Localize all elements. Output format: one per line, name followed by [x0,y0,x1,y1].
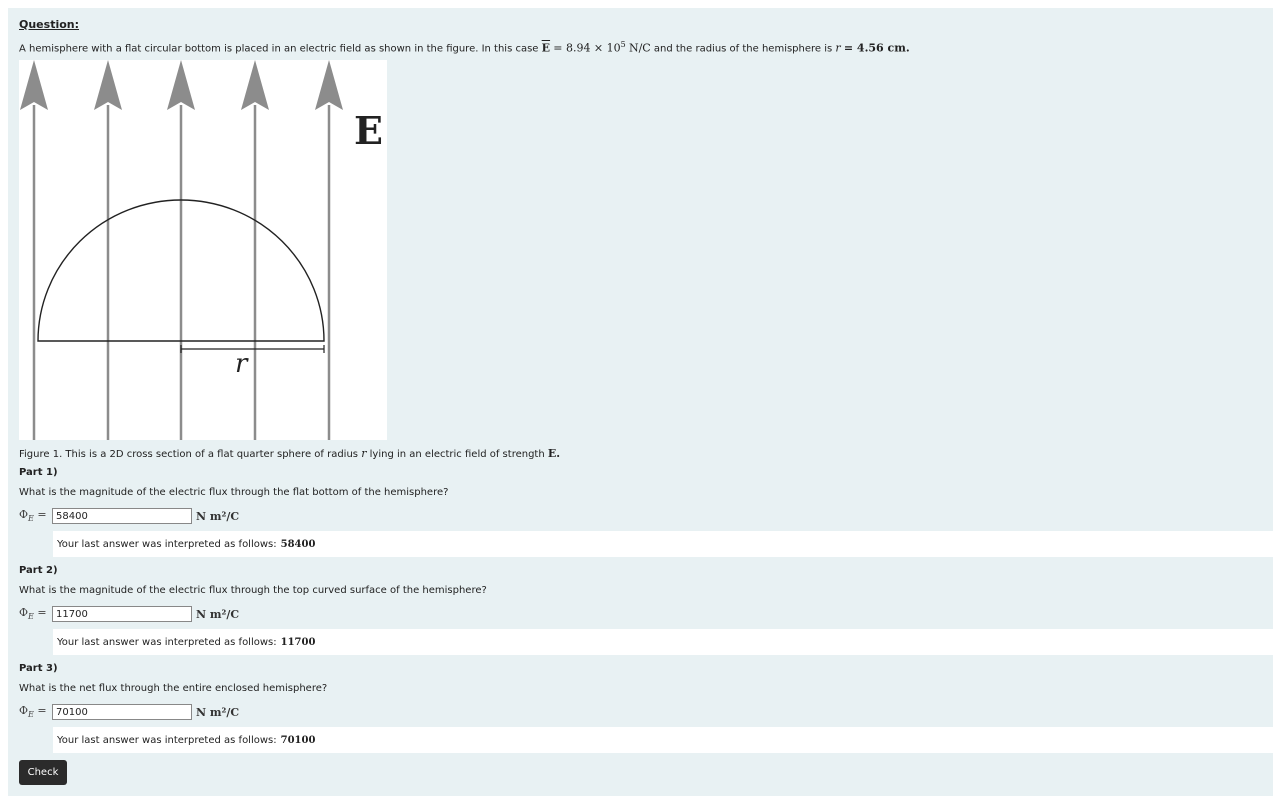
radius-bracket [181,345,324,353]
check-button[interactable]: Check [19,760,67,785]
part-1-answer-input[interactable] [52,508,192,524]
part-2-answer-row [19,605,239,623]
part-2-unit: N m²/C [196,607,240,621]
field-lines [34,105,329,440]
part-1-unit: N m²/C [196,509,240,523]
part-1-label: Part 1) [19,467,58,478]
part-3-unit: N m²/C [196,705,240,719]
flux-symbol: $\Phi_E$ = [19,704,47,720]
part-3-interpretation: Your last answer was interpreted as follows: 70100 [53,727,1273,753]
part-3-answer-row [19,703,239,721]
field-label: E [354,108,383,153]
part-2-interpretation: Your last answer was interpreted as follows: 11700 [53,629,1273,655]
part-3-question: What is the net flux through the entire enclosed hemisphere? [19,683,328,694]
arrowhead [94,60,122,110]
flux-symbol: $\Phi_E$ = [19,606,47,622]
question-panel [8,8,1273,796]
arrowhead [20,60,48,110]
part-1-answer-row [19,507,239,525]
question-intro: A hemisphere with a flat circular bottom is placed in an electric field as shown in the figure. In this case $\overline{E} = 8.94 \times 10^5$ N/C and the radius of the hemisphere is r = 4.56 cm. [19,40,910,55]
part-3-answer-input[interactable] [52,704,192,720]
figure-caption: Figure 1. This is a 2D cross section of a flat quarter sphere of radius r lying in an electric field of strength E. [19,447,561,460]
radius-label: r [235,349,248,379]
part-3-label: Part 3) [19,663,58,674]
question-heading: Question: [19,18,80,31]
field-diagram [19,60,387,440]
part-2-label: Part 2) [19,565,58,576]
part-2-answer-input[interactable] [52,606,192,622]
arrowhead [241,60,269,110]
part-2-question: What is the magnitude of the electric flux through the top curved surface of the hemisphere? [19,585,487,596]
part-1-interpretation: Your last answer was interpreted as follows: 58400 [53,531,1273,557]
hemisphere-figure [19,60,387,440]
part-1-question: What is the magnitude of the electric flux through the flat bottom of the hemisphere? [19,487,449,498]
flux-symbol: $\Phi_E$ = [19,508,47,524]
field-arrowheads [20,60,343,110]
arrowhead [167,60,195,110]
field-symbol: $\overline{E}$ [541,41,551,55]
arrowhead [315,60,343,110]
